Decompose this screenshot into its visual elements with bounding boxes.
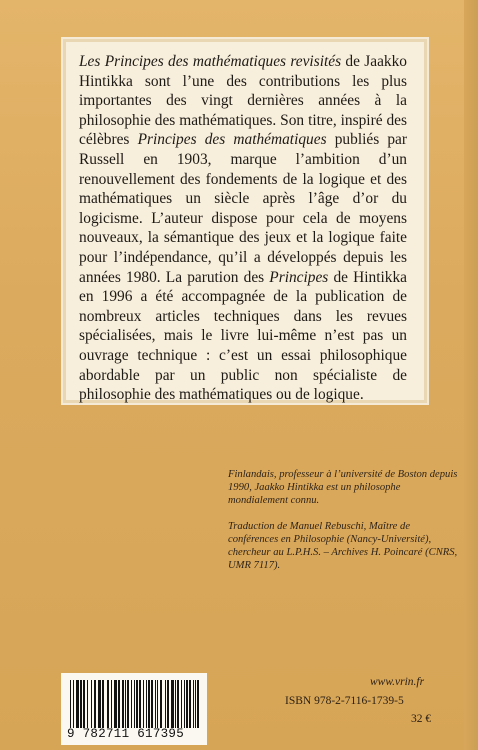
barcode-bar [131, 680, 132, 728]
barcode-bar [76, 680, 79, 728]
publisher-url[interactable]: www.vrin.fr [370, 676, 425, 688]
barcode-bar [160, 680, 162, 728]
blurb-title-italic: Les Principes des mathématiques revisités [79, 53, 342, 70]
barcode-bar [193, 680, 194, 728]
barcode-bar [102, 680, 104, 728]
barcode-bar [136, 680, 138, 728]
barcode-label [61, 673, 207, 745]
barcode-bar [139, 680, 141, 728]
barcode-bar [70, 680, 71, 728]
barcode-digits: 9 782711 617395 [67, 727, 185, 741]
isbn-number: ISBN 978-2-7116-1739-5 [285, 695, 404, 707]
barcode-bar [118, 680, 120, 728]
barcode-bar [125, 680, 126, 728]
barcode-bar [87, 680, 88, 728]
barcode-bar [157, 680, 158, 728]
blurb-text-run: de Hintikka en 1996 a été accompagnée de la publication de nombreux articles techniques dans les revues spécialisées, mais le livre lui-même n’est pas un ouvrage technique : c’est un essai philosophique abordable par un public non spécialiste de philosophie des mathématiques ou de logique. [79, 268, 407, 404]
barcode-bar [195, 680, 196, 728]
barcode-bar [171, 680, 174, 728]
barcode-bar [98, 680, 101, 728]
barcode-bar [197, 680, 199, 728]
barcode-bar [91, 680, 92, 728]
barcode-bar [155, 680, 156, 728]
spine-edge [464, 0, 478, 750]
barcode-bar [111, 680, 112, 728]
barcode-bar [114, 680, 117, 728]
barcode-bar [73, 680, 74, 728]
barcode-bar [165, 680, 166, 728]
barcode-bar [175, 680, 176, 728]
barcode-bar [107, 680, 109, 728]
blurb-text-run: publiés par Russell en 1903, marque l’ambition d’un renouvellement des fondements de la logique et des mathématiques un siècle après l’âge d’or du logicisme. L’auteur dispose pour cela de moyens nouveaux, la sémantique des jeux et la logique faite pour l’indépendance, qu’il a développés depuis les années 1980. La parution des [79, 131, 407, 286]
blurb-text-run: de Jaakko Hintikka sont l’une des contributions les plus importantes des vingt dernières années à la philosophie des mathématiques. Son titre, inspiré des célèbres [79, 53, 407, 149]
barcode-bar [134, 680, 135, 728]
barcode-bar [148, 680, 150, 728]
barcode-bar [94, 680, 96, 728]
blurb-text [79, 52, 407, 405]
barcode-bar [80, 680, 82, 728]
barcode-bar [167, 680, 169, 728]
barcode-bar [83, 680, 85, 728]
barcode-bar [177, 680, 179, 728]
barcode-bar [127, 680, 129, 728]
barcode-bar [186, 680, 188, 728]
barcode-icon [67, 680, 203, 728]
barcode-bar [146, 680, 147, 728]
barcode-bar [151, 680, 153, 728]
price-label: 32 € [411, 713, 432, 725]
barcode-bar [181, 680, 182, 728]
blurb-title-italic: Principes des mathématiques [137, 131, 327, 149]
translation-note: Traduction de Manuel Rebuschi, Maître de conférences en Philosophie (Nancy-Université), chercheur au L.P.H.S. – Archives H. Poincaré (CNRS, UMR 7117). [228, 521, 458, 571]
barcode-bar [122, 680, 124, 728]
barcode-bar [143, 680, 144, 728]
author-note: Finlandais, professeur à l’université de Boston depuis 1990, Jaakko Hintikka est un philosophe mondialement connu. [228, 469, 458, 506]
barcode-bar [189, 680, 191, 728]
blurb-title-italic: Principes [269, 268, 329, 286]
barcode-bar [184, 680, 185, 728]
